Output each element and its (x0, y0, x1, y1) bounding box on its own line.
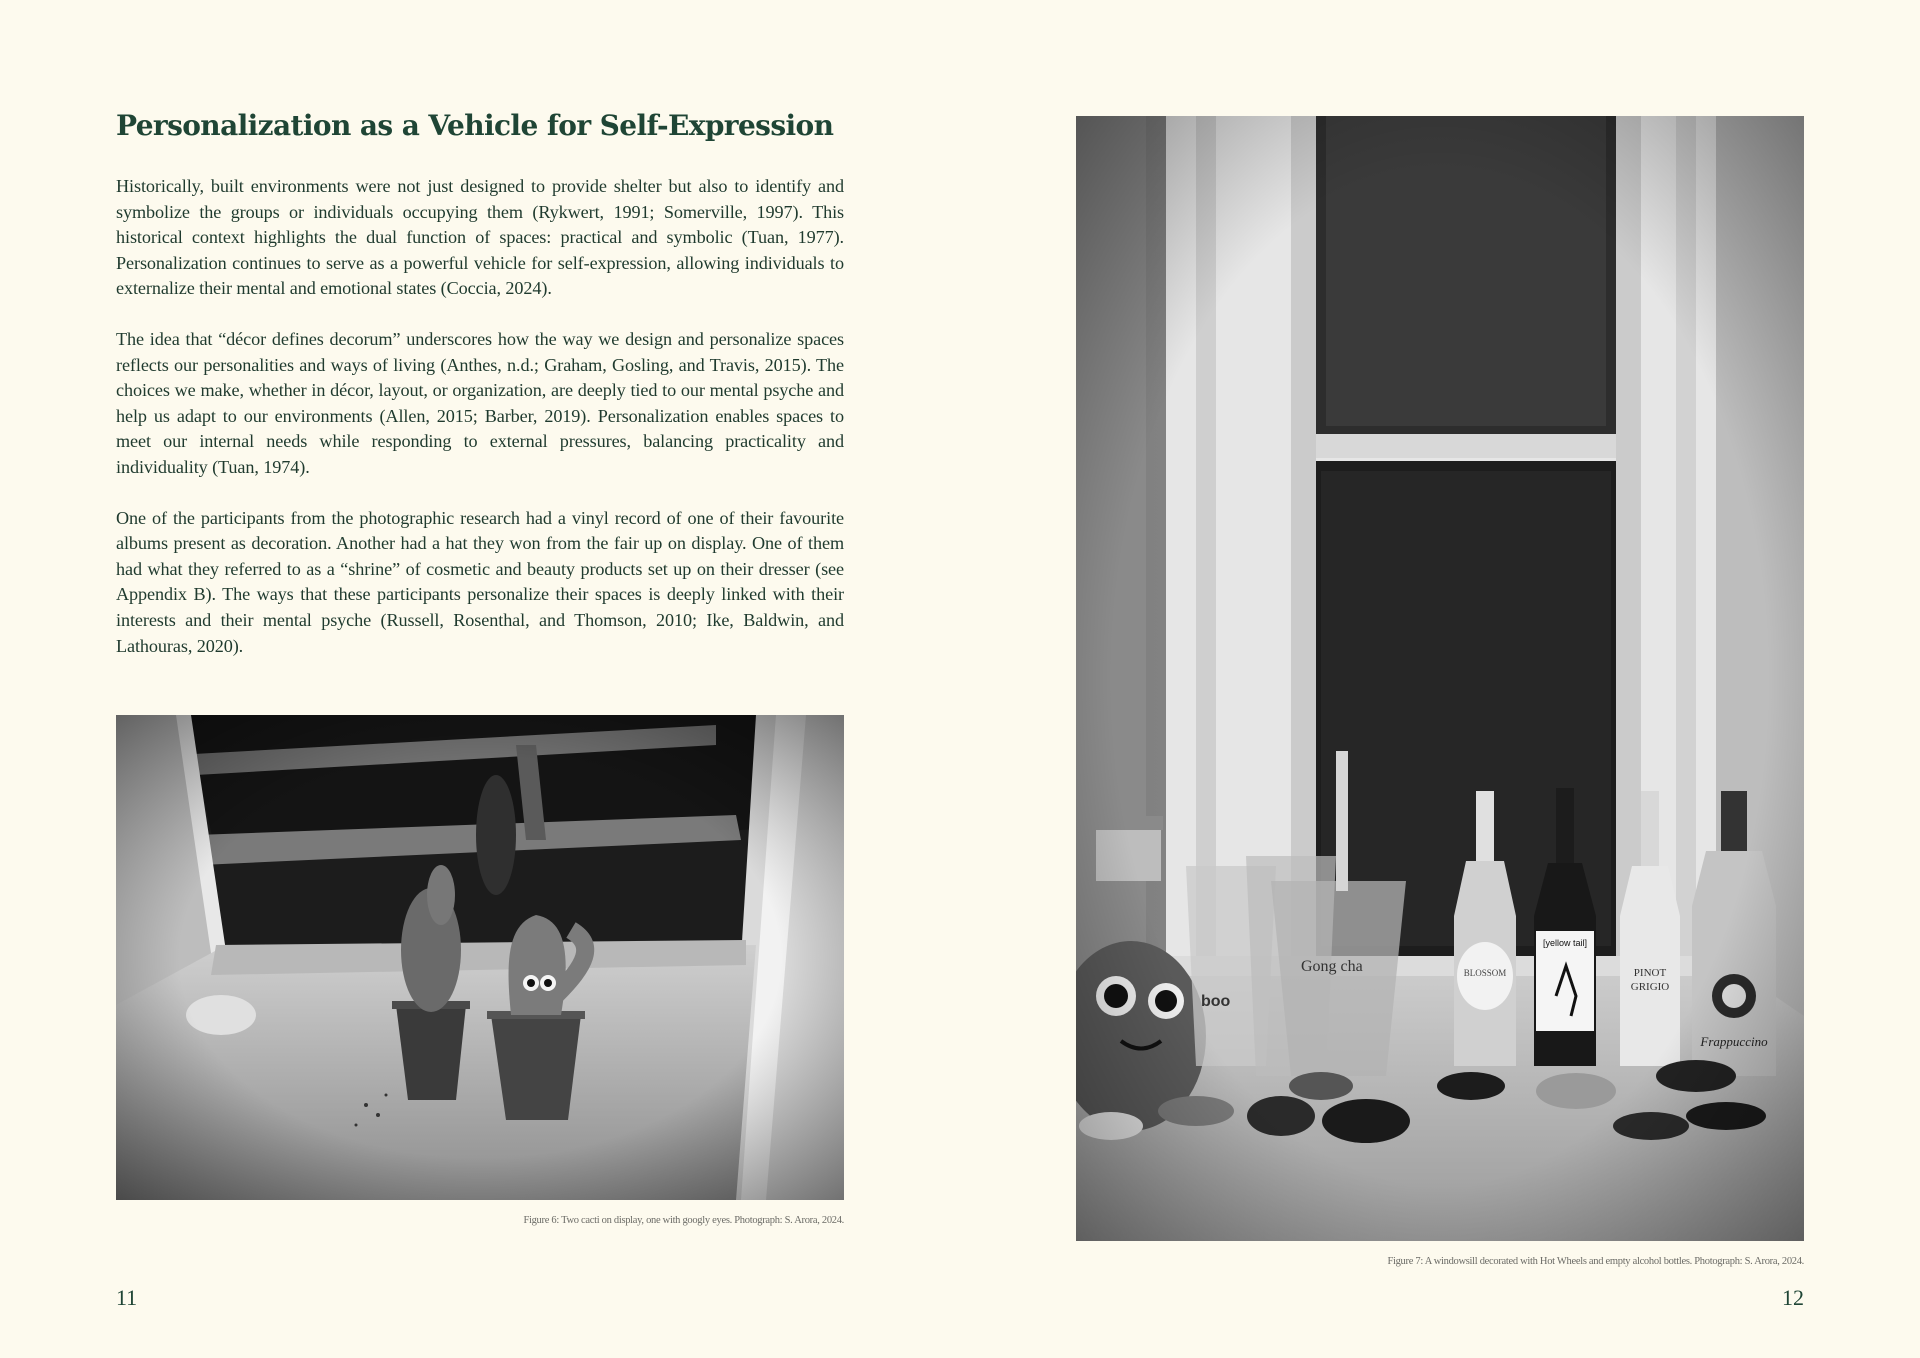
paragraph-2: The idea that “décor defines decorum” underscores how the way we design and personalize spaces reflects our personalities and ways of living (Anthes, n.d.; Graham, Gosling, and Travis, 2015). The choices we make, whether in décor, layout, or organization, are deeply tied to our mental psyche and help us adapt to our environments (Allen, 2015; Barber, 2019). Personalization enables spaces to meet our internal needs while responding to external pressures, balancing practicality and individuality (Tuan, 1974). (116, 328, 844, 477)
figure-6-cacti-photo (116, 715, 844, 1200)
paragraph-1: Historically, built environments were not just designed to provide shelter but also to identify and symbolize the groups or individuals occupying them (Rykwert, 1991; Somerville, 1997). This historical context highlights the dual function of spaces: practical and symbolic (Tuan, 1977). Personalization continues to serve as a powerful vehicle for self-expression, allowing individuals to externalize their mental and emotional states (Coccia, 2024). (116, 176, 844, 299)
page-number-right: 12 (1782, 1285, 1804, 1310)
paragraph-3: One of the participants from the photographic research had a vinyl record of one of their favourite albums present as decoration. Another had a hat they won from the fair up on display. One of them had what they referred to as a “shrine” of cosmetic and beauty products set up on their dresser (see Appendix B). The ways that these participants personalize their spaces is deeply linked with their interests and their mental psyche (Russell, Rosenthal, and Thomson, 2010; Ike, Baldwin, and Lathouras, 2020). (116, 507, 844, 656)
figure-7-windowsill-photo (1076, 116, 1804, 1241)
windowsill-photo-illustration (1076, 116, 1804, 1241)
page-number-left: 11 (116, 1285, 138, 1310)
figure-6-caption: Figure 6: Two cacti on display, one with googly eyes. Photograph: S. Arora, 2024. (523, 1215, 844, 1226)
section-heading: Personalization as a Vehicle for Self-Expression (116, 109, 834, 142)
figure-7-caption: Figure 7: A windowsill decorated with Hot Wheels and empty alcohol bottles. Photograph: S. Arora, 2024. (1387, 1256, 1804, 1267)
cacti-photo-illustration (116, 715, 844, 1200)
body-text (116, 174, 844, 684)
